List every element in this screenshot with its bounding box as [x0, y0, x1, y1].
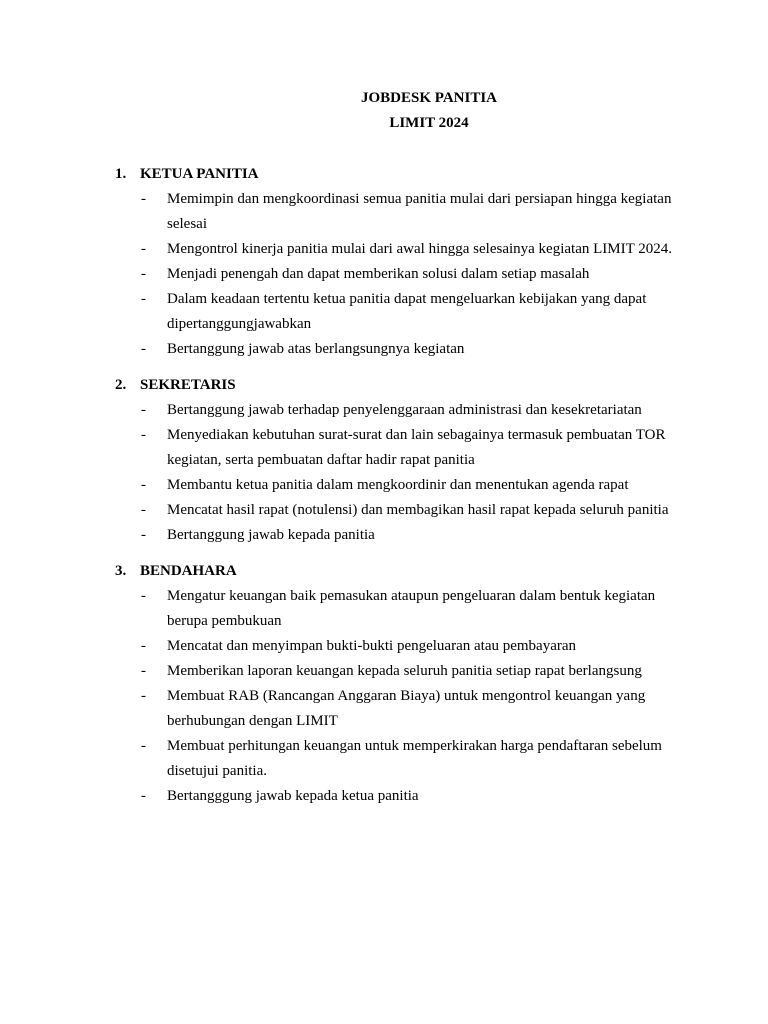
dash-bullet: - — [141, 241, 146, 257]
dash-bullet: - — [141, 427, 146, 443]
dash-bullet: - — [141, 291, 146, 307]
list-item — [115, 523, 673, 548]
list-item-text: Menjadi penengah dan dapat memberikan solusi dalam setiap masalah — [167, 266, 590, 282]
dash-bullet: - — [141, 341, 146, 357]
list-item-text: Bertanggung jawab atas berlangsungnya kegiatan — [167, 341, 465, 357]
list-item — [115, 187, 673, 237]
list-item-text: Menyediakan kebutuhan surat-surat dan lain sebagainya termasuk pembuatan TOR kegiatan, serta pembuatan daftar hadir rapat panitia — [167, 427, 666, 468]
list-item-text: Bertanggung jawab terhadap penyelenggaraan administrasi dan kesekretariatan — [167, 402, 642, 418]
dash-bullet: - — [141, 788, 146, 804]
section-title: KETUA PANITIA — [140, 166, 259, 182]
list-item — [115, 398, 673, 423]
list-item-text: Mencatat dan menyimpan bukti-bukti pengeluaran atau pembayaran — [167, 638, 577, 654]
section-sekretaris — [115, 373, 688, 548]
list-item-text: Membuat RAB (Rancangan Anggaran Biaya) untuk mengontrol keuangan yang berhubungan dengan LIMIT — [167, 688, 646, 729]
list-item-text: Dalam keadaan tertentu ketua panitia dapat mengeluarkan kebijakan yang dapat dipertanggungjawabkan — [167, 291, 647, 332]
section-number: 3. — [115, 563, 127, 579]
list-item — [115, 584, 673, 634]
dash-bullet: - — [141, 191, 146, 207]
section-items — [115, 398, 688, 548]
list-item-text: Mengatur keuangan baik pemasukan ataupun pengeluaran dalam bentuk kegiatan berupa pembukuan — [167, 588, 656, 629]
section-items — [115, 187, 688, 362]
dash-bullet: - — [141, 527, 146, 543]
document-title — [0, 86, 768, 136]
list-item-text: Memimpin dan mengkoordinasi semua panitia mulai dari persiapan hingga kegiatan selesai — [167, 191, 672, 232]
dash-bullet: - — [141, 638, 146, 654]
dash-bullet: - — [141, 738, 146, 754]
section-number: 1. — [115, 166, 127, 182]
list-item — [115, 473, 673, 498]
list-item — [115, 237, 673, 262]
list-item — [115, 784, 673, 809]
list-item-text: Membuat perhitungan keuangan untuk memperkirakan harga pendaftaran sebelum disetujui panitia. — [167, 738, 662, 779]
list-item — [115, 287, 673, 337]
list-item — [115, 498, 673, 523]
list-item — [115, 659, 673, 684]
list-item — [115, 734, 673, 784]
list-item — [115, 423, 673, 473]
section-heading — [115, 373, 688, 398]
list-item — [115, 684, 673, 734]
sections-list — [115, 162, 688, 809]
section-number: 2. — [115, 377, 127, 393]
list-item-text: Membantu ketua panitia dalam mengkoordinir dan menentukan agenda rapat — [167, 477, 629, 493]
list-item-text: Bertangggung jawab kepada ketua panitia — [167, 788, 419, 804]
section-title: SEKRETARIS — [140, 377, 236, 393]
dash-bullet: - — [141, 266, 146, 282]
title-line-1: JOBDESK PANITIA — [361, 90, 497, 106]
dash-bullet: - — [141, 477, 146, 493]
dash-bullet: - — [141, 688, 146, 704]
dash-bullet: - — [141, 502, 146, 518]
list-item-text: Mengontrol kinerja panitia mulai dari awal hingga selesainya kegiatan LIMIT 2024. — [167, 241, 672, 257]
section-title: BENDAHARA — [140, 563, 237, 579]
section-items — [115, 584, 688, 809]
list-item-text: Mencatat hasil rapat (notulensi) dan membagikan hasil rapat kepada seluruh panitia — [167, 502, 669, 518]
dash-bullet: - — [141, 588, 146, 604]
list-item — [115, 262, 673, 287]
list-item — [115, 337, 673, 362]
list-item-text: Memberikan laporan keuangan kepada seluruh panitia setiap rapat berlangsung — [167, 663, 642, 679]
section-heading — [115, 162, 688, 187]
section-ketua-panitia — [115, 162, 688, 362]
list-item — [115, 634, 673, 659]
section-heading — [115, 559, 688, 584]
title-line-2: LIMIT 2024 — [389, 115, 469, 131]
dash-bullet: - — [141, 402, 146, 418]
dash-bullet: - — [141, 663, 146, 679]
section-bendahara — [115, 559, 688, 809]
list-item-text: Bertanggung jawab kepada panitia — [167, 527, 375, 543]
